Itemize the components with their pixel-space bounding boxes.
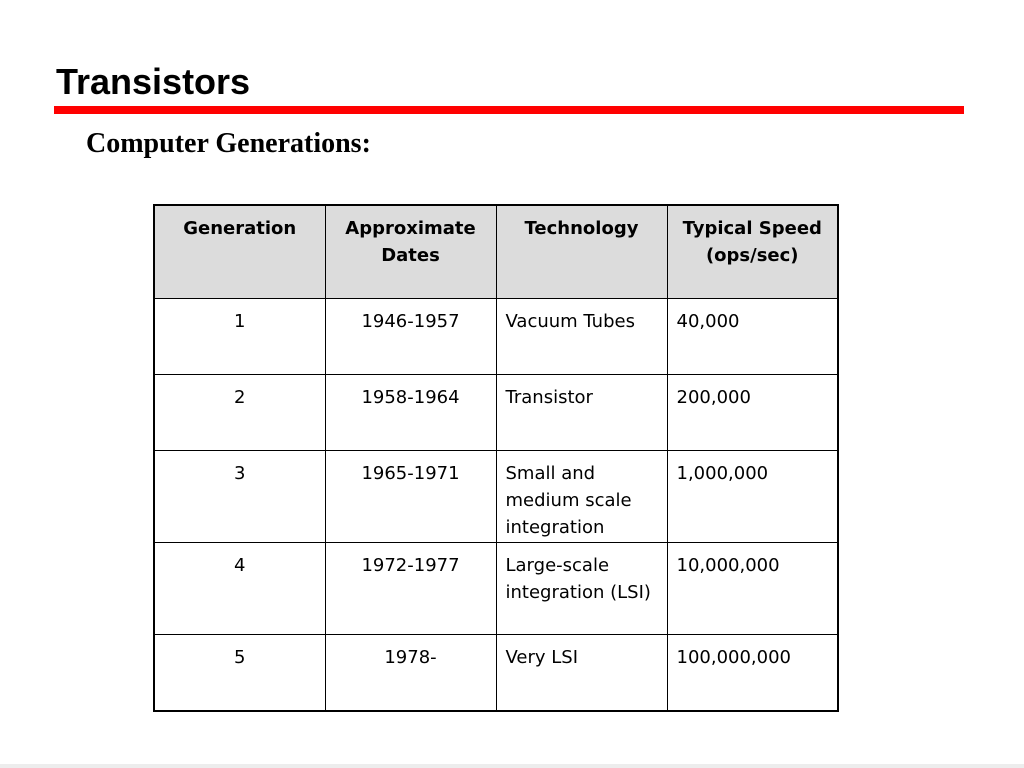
slide-subtitle: Computer Generations: bbox=[86, 128, 371, 159]
table-row bbox=[154, 634, 838, 711]
cell-speed: 1,000,000 bbox=[667, 450, 838, 542]
cell-generation: 3 bbox=[154, 450, 325, 542]
table-row bbox=[154, 374, 838, 450]
header-approximate-dates: Approximate Dates bbox=[325, 205, 496, 298]
cell-technology: Large-scale integration (LSI) bbox=[496, 542, 667, 634]
table-row bbox=[154, 450, 838, 542]
table-row bbox=[154, 542, 838, 634]
cell-speed: 40,000 bbox=[667, 298, 838, 374]
cell-dates: 1978- bbox=[325, 634, 496, 711]
cell-technology: Transistor bbox=[496, 374, 667, 450]
table-row bbox=[154, 298, 838, 374]
cell-generation: 4 bbox=[154, 542, 325, 634]
header-generation: Generation bbox=[154, 205, 325, 298]
cell-technology: Vacuum Tubes bbox=[496, 298, 667, 374]
header-typical-speed: Typical Speed (ops/sec) bbox=[667, 205, 838, 298]
footer-strip bbox=[0, 764, 1024, 768]
cell-technology: Very LSI bbox=[496, 634, 667, 711]
cell-generation: 2 bbox=[154, 374, 325, 450]
cell-generation: 5 bbox=[154, 634, 325, 711]
cell-generation: 1 bbox=[154, 298, 325, 374]
cell-dates: 1965-1971 bbox=[325, 450, 496, 542]
cell-dates: 1972-1977 bbox=[325, 542, 496, 634]
computer-generations-table bbox=[153, 204, 839, 712]
slide-title: Transistors bbox=[56, 61, 251, 102]
cell-technology: Small and medium scale integration bbox=[496, 450, 667, 542]
cell-speed: 10,000,000 bbox=[667, 542, 838, 634]
cell-dates: 1958-1964 bbox=[325, 374, 496, 450]
header-technology: Technology bbox=[496, 205, 667, 298]
cell-speed: 100,000,000 bbox=[667, 634, 838, 711]
title-underline bbox=[54, 106, 964, 114]
cell-speed: 200,000 bbox=[667, 374, 838, 450]
cell-dates: 1946-1957 bbox=[325, 298, 496, 374]
table-header-row bbox=[154, 205, 838, 298]
